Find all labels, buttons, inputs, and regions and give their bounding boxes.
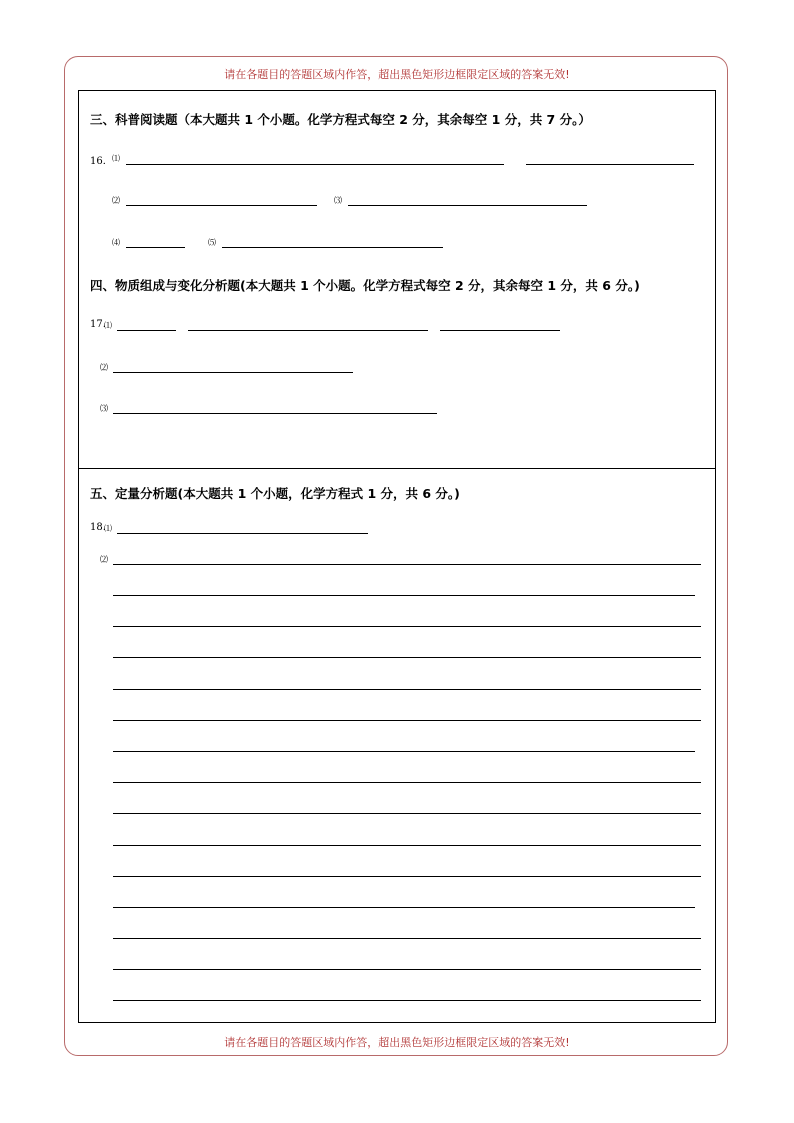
q18-part2-line[interactable] [113, 845, 701, 846]
q18-part2-line[interactable] [113, 564, 701, 565]
q17-part2-blank[interactable] [113, 372, 353, 373]
q16-part1-blank-a[interactable] [126, 164, 504, 165]
q18-part2-line[interactable] [113, 657, 701, 658]
q18-part2-line[interactable] [113, 720, 701, 721]
q16-part1-label: ⑴ [112, 154, 120, 163]
q18-part1-blank[interactable] [117, 533, 368, 534]
answer-box-section-5 [78, 468, 716, 1023]
q16-part5-blank[interactable] [222, 247, 443, 248]
q18-part2-label: ⑵ [100, 555, 108, 564]
q17-part3-label: ⑶ [100, 404, 108, 413]
section-4-title: 四、物质组成与变化分析题(本大题共 1 个小题。化学方程式每空 2 分，其余每空 1 分，共 6 分。) [90, 278, 640, 293]
q16-part2-label: ⑵ [112, 196, 120, 205]
q16-part5-label: ⑸ [208, 238, 216, 247]
q16-part4-label: ⑷ [112, 238, 120, 247]
q18-part2-line[interactable] [113, 689, 701, 690]
q18-number: 18. [90, 522, 106, 533]
q18-part2-line[interactable] [113, 969, 701, 970]
q18-part1-label: ⑴ [104, 524, 112, 533]
q16-part3-blank[interactable] [348, 205, 587, 206]
q16-part3-label: ⑶ [334, 196, 342, 205]
q18-part2-line[interactable] [113, 907, 695, 908]
q16-number: 16． [90, 156, 113, 167]
q18-part2-line[interactable] [113, 938, 701, 939]
q16-part1-blank-b[interactable] [526, 164, 694, 165]
bottom-notice: 请在各题目的答题区域内作答，超出黑色矩形边框限定区域的答案无效! [224, 1036, 570, 1049]
q17-part1-blank-b[interactable] [188, 330, 428, 331]
q17-number: 17. [90, 319, 106, 330]
q18-part2-line[interactable] [113, 813, 701, 814]
q18-part2-line[interactable] [113, 626, 701, 627]
top-notice: 请在各题目的答题区域内作答，超出黑色矩形边框限定区域的答案无效! [224, 68, 570, 81]
q16-part4-blank[interactable] [126, 247, 185, 248]
q18-part2-line[interactable] [113, 876, 701, 877]
q17-part1-blank-a[interactable] [117, 330, 176, 331]
section-3-title: 三、科普阅读题（本大题共 1 个小题。化学方程式每空 2 分，其余每空 1 分，共 7 分。） [90, 112, 591, 127]
q17-part1-label: ⑴ [104, 321, 112, 330]
q17-part3-blank[interactable] [113, 413, 437, 414]
q18-part2-line[interactable] [113, 751, 695, 752]
q17-part2-label: ⑵ [100, 363, 108, 372]
q18-part2-line[interactable] [113, 595, 695, 596]
q18-part2-line[interactable] [113, 782, 701, 783]
q17-part1-blank-c[interactable] [440, 330, 560, 331]
q18-part2-line[interactable] [113, 1000, 701, 1001]
section-5-title: 五、定量分析题(本大题共 1 个小题，化学方程式 1 分，共 6 分。) [90, 486, 460, 501]
q16-part2-blank[interactable] [126, 205, 317, 206]
